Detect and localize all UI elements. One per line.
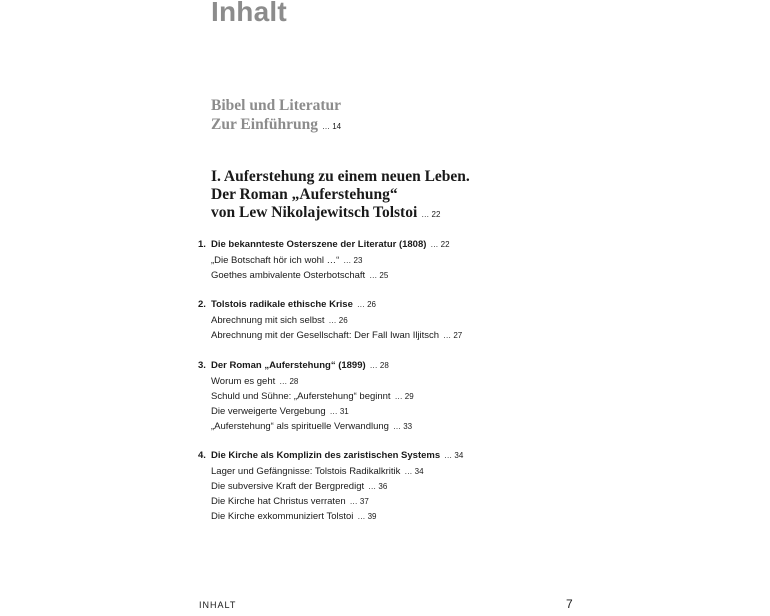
- chapter-1: [198, 237, 558, 283]
- entry-page: … 33: [392, 422, 413, 431]
- chapter-2: [198, 297, 558, 343]
- page-title: Inhalt: [211, 0, 287, 27]
- chapter-number: 3.: [198, 360, 206, 371]
- entry-title: Schuld und Sühne: „Auferstehung“ beginnt: [211, 391, 391, 402]
- chapter-title: Die bekannteste Osterszene der Literatur (1808): [211, 239, 427, 250]
- entry-page: … 27: [443, 331, 463, 340]
- toc-entry: [211, 479, 558, 494]
- running-footer-label: INHALT: [199, 600, 237, 610]
- entry-page: … 34: [404, 467, 424, 476]
- entry-title: Die Kirche exkommuniziert Tolstoi: [211, 511, 354, 522]
- chapter-page: … 22: [430, 240, 450, 249]
- intro-title: Bibel und Literatur: [211, 97, 342, 114]
- toc-entry: [211, 313, 558, 328]
- entry-title: Abrechnung mit sich selbst: [211, 315, 325, 326]
- part-heading-line-3-row: [211, 204, 470, 224]
- part-heading-line-1: I. Auferstehung zu einem neuen Leben.: [211, 168, 470, 185]
- chapter-4: [198, 448, 558, 524]
- entry-page: … 25: [369, 271, 389, 280]
- toc-entry: [211, 374, 558, 389]
- chapter-title: Tolstois radikale ethische Krise: [211, 299, 353, 310]
- intro-subtitle: Zur Einführung: [211, 116, 318, 133]
- entry-title: Die verweigerte Vergebung: [211, 406, 326, 417]
- entry-page: … 23: [343, 256, 363, 265]
- part-heading-line-2: Der Roman „Auferstehung“: [211, 186, 398, 203]
- chapter-heading: [198, 297, 558, 313]
- entry-title: Goethes ambivalente Osterbotschaft: [211, 270, 366, 281]
- entry-page: … 36: [368, 482, 388, 491]
- entry-title: „Auferstehung“ als spirituelle Verwandlung: [211, 421, 389, 432]
- toc-entry: [211, 389, 558, 404]
- chapter-heading: [198, 237, 558, 253]
- chapter-heading: [198, 448, 558, 464]
- toc-entry: [211, 404, 558, 419]
- part-page: … 22: [421, 210, 441, 219]
- entry-page: … 26: [328, 316, 348, 325]
- part-heading-line-3: von Lew Nikolajewitsch Tolstoi: [211, 204, 418, 221]
- intro-section: [211, 96, 341, 136]
- entry-title: Die subversive Kraft der Bergpredigt: [211, 481, 365, 492]
- chapter-title: Der Roman „Auferstehung“ (1899): [211, 360, 366, 371]
- page-number: 7: [566, 597, 573, 611]
- entry-page: … 31: [329, 407, 349, 416]
- entry-title: Worum es geht: [211, 376, 276, 387]
- entry-title: „Die Botschaft hör ich wohl …“: [211, 255, 340, 266]
- toc-entry: [211, 253, 558, 268]
- intro-subtitle-line: [211, 115, 341, 136]
- chapter-title: Die Kirche als Komplizin des zaristischen Systems: [211, 450, 441, 461]
- chapter-page: … 34: [444, 451, 464, 460]
- entry-page: … 37: [349, 497, 369, 506]
- chapter-number: 1.: [198, 239, 206, 250]
- chapter-heading: [198, 358, 558, 374]
- chapter-number: 4.: [198, 450, 206, 461]
- entry-title: Die Kirche hat Christus verraten: [211, 496, 346, 507]
- toc-entry: [211, 419, 558, 434]
- chapter-page: … 26: [356, 300, 376, 309]
- toc-entry: [211, 494, 558, 509]
- toc-entry: [211, 328, 558, 343]
- toc-entry: [211, 268, 558, 283]
- entry-title: Abrechnung mit der Gesellschaft: Der Fall Iwan Iljitsch: [211, 330, 440, 341]
- intro-page: … 14: [321, 122, 342, 131]
- part-heading: [211, 168, 470, 224]
- entry-page: … 28: [279, 377, 299, 386]
- chapter-3: [198, 358, 558, 434]
- entry-title: Lager und Gefängnisse: Tolstois Radikalkritik: [211, 466, 401, 477]
- toc-entry: [211, 464, 558, 479]
- entry-page: … 29: [394, 392, 414, 401]
- chapter-number: 2.: [198, 299, 206, 310]
- chapter-page: … 28: [369, 361, 389, 370]
- entry-page: … 39: [357, 512, 377, 521]
- toc-entry: [211, 509, 558, 524]
